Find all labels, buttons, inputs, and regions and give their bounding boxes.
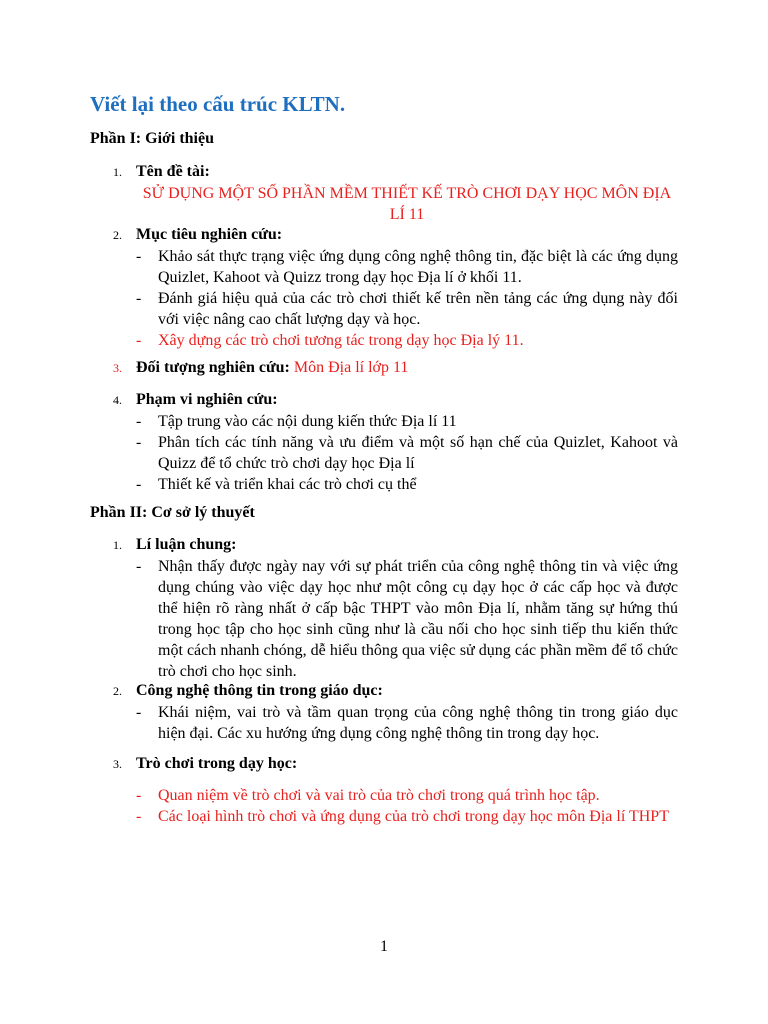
- item-label: Mục tiêu nghiên cứu:: [136, 226, 283, 243]
- bullet-list: [90, 246, 678, 351]
- dash-marker: -: [136, 475, 142, 493]
- bullet-list: [90, 702, 678, 744]
- dash-marker: -: [136, 433, 142, 451]
- list-item: [136, 246, 678, 288]
- bullet-text: Các loại hình trò chơi và ứng dụng của trò chơi trong dạy học môn Địa lí THPT: [158, 807, 669, 825]
- item-label: Lí luận chung:: [136, 536, 237, 553]
- list-item: [136, 702, 678, 744]
- list-item: [136, 288, 678, 330]
- list-item: [136, 556, 678, 682]
- list-item: [136, 411, 678, 432]
- list-item: [136, 806, 678, 827]
- part2-item-games: [90, 754, 678, 827]
- bullet-text: Khảo sát thực trạng việc ứng dụng công nghệ thông tin, đặc biệt là các ứng dụng Quizlet, Kahoot và Quizz trong dạy học Địa lí ở khối 11.: [158, 247, 678, 286]
- dash-marker: -: [136, 786, 142, 804]
- part1-item-topic: [90, 162, 678, 225]
- list-item: [136, 474, 678, 495]
- part2-item-it-education: [90, 681, 678, 744]
- dash-marker: -: [136, 331, 142, 349]
- item-number: 1.: [113, 538, 122, 552]
- dash-marker: -: [136, 247, 142, 265]
- bullet-text: Phân tích các tính năng và ưu điểm và một số hạn chế của Quizlet, Kahoot và Quizz để tổ chức trò chơi dạy học Địa lí: [158, 433, 678, 472]
- list-item: [136, 330, 678, 351]
- part2-heading: Phần II: Cơ sở lý thuyết: [90, 504, 255, 521]
- bullet-text: Quan niệm về trò chơi và vai trò của trò chơi trong quá trình học tập.: [158, 786, 600, 804]
- item-label: Đối tượng nghiên cứu:: [136, 359, 290, 376]
- item-number: 3.: [113, 361, 122, 375]
- bullet-list: [90, 411, 678, 495]
- bullet-text: Xây dựng các trò chơi tương tác trong dạy học Địa lý 11.: [158, 331, 524, 349]
- dash-marker: -: [136, 807, 142, 825]
- bullet-text: Nhận thấy được ngày nay với sự phát triển của công nghệ thông tin và việc ứng dụng chúng vào việc dạy học như một công cụ dạy học ở các cấp học và được thể hiện rõ ràng nhất ở cấp bậc THPT vào môn Địa lí, nhằm tăng sự hứng thú trong học tập cho học sinh cũng như là cầu nối cho học sinh tiếp thu kiến thức một cách nhanh chóng, dễ hiểu thông qua việc sử dụng các phần mềm để tổ chức trò chơi cho học sinh.: [158, 557, 678, 680]
- part2-item-theory: [90, 535, 678, 682]
- part1-item-subject: [90, 358, 678, 379]
- page-number: 1: [380, 938, 388, 955]
- bullet-text: Khái niệm, vai trò và tầm quan trọng của công nghệ thông tin trong giáo dục hiện đại. Các xu hướng ứng dụng công nghệ thông tin trong dạy học.: [158, 703, 678, 742]
- part1-heading: Phần I: Giới thiệu: [90, 130, 214, 147]
- item-label: Công nghệ thông tin trong giáo dục:: [136, 682, 383, 699]
- dash-marker: -: [136, 412, 142, 430]
- item-label: Tên đề tài:: [136, 163, 210, 180]
- bullet-list: [90, 785, 678, 827]
- bullet-text: Đánh giá hiệu quả của các trò chơi thiết kế trên nền tảng các ứng dụng này đối với việc nâng cao chất lượng dạy và học.: [158, 289, 678, 328]
- bullet-list: [90, 556, 678, 682]
- item-label: Phạm vi nghiên cứu:: [136, 391, 278, 408]
- dash-marker: -: [136, 703, 142, 721]
- item-number: 2.: [113, 684, 122, 698]
- item-number: 4.: [113, 393, 122, 407]
- item-value: Môn Địa lí lớp 11: [293, 359, 409, 376]
- bullet-text: Thiết kế và triển khai các trò chơi cụ thể: [158, 475, 417, 493]
- item-number: 3.: [113, 757, 122, 771]
- item-number: 2.: [113, 228, 122, 242]
- part1-item-objectives: [90, 225, 678, 351]
- list-item: [136, 432, 678, 474]
- part1-item-scope: [90, 390, 678, 495]
- list-item: [136, 785, 678, 806]
- item-number: 1.: [113, 165, 122, 179]
- bullet-text: Tập trung vào các nội dung kiến thức Địa lí 11: [158, 412, 457, 430]
- item-label: Trò chơi trong dạy học:: [136, 755, 298, 772]
- dash-marker: -: [136, 557, 142, 575]
- topic-title: SỬ DỤNG MỘT SỐ PHẦN MỀM THIẾT KẾ TRÒ CHƠI DẠY HỌC MÔN ĐỊA LÍ 11: [142, 184, 672, 223]
- document-title: Viết lại theo cấu trúc KLTN.: [90, 92, 346, 116]
- dash-marker: -: [136, 289, 142, 307]
